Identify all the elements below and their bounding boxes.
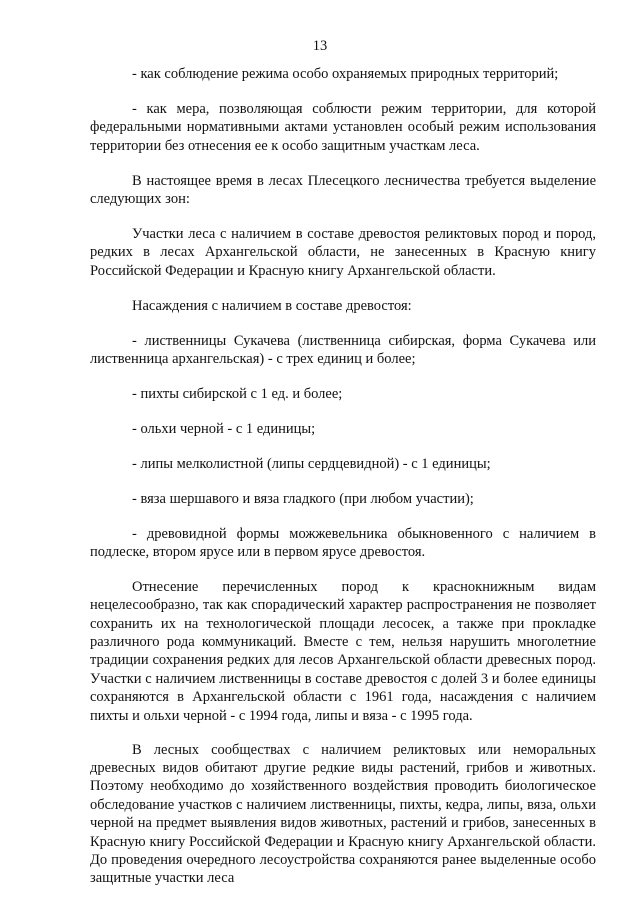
paragraph-zones-intro: В настоящее время в лесах Плесецкого лесничества требуется выделение следующих зон:: [90, 172, 596, 208]
paragraph-biological-survey: В лесных сообществах с наличием реликтовых или неморальных древесных видов обитают другие редкие виды растений, грибов и животных. Поэтому необходимо до хозяйственного воздействия проводить биологическое обследование участков с наличием лиственницы, пихты, кедра, липы, вяза, ольхи черной на предмет выявления видов животных, растений и грибов, занесенных в Красную книгу Российской Федерации и Красную книгу Архангельской области. До проведения очередного лесоустройства сохраняются ранее выделенные особо защитные участки леса: [90, 741, 596, 887]
list-item-larch: - лиственницы Сукачева (лиственница сибирская, форма Сукачева или лиственница архангельская) - с трех единиц и более;: [90, 332, 596, 367]
paragraph-red-book-rationale: Отнесение перечисленных пород к краснокнижным видам нецелесообразно, так как спорадический характер распространения не позволяет сохранить их на технологической площади лесосек, а также при прокладке различного рода коммуникаций. Вместе с тем, нельзя нарушить многолетние традиции сохранения редких для лесов Архангельской области древесных пород. Участки с наличием лиственницы в составе древостоя с долей 3 и более единицы сохраняются в Архангельской области с 1961 года, насаждения с наличием пихты и ольхи черной - с 1994 года, липы и вяза - с 1995 года.: [90, 578, 596, 724]
document-body: [90, 65, 596, 904]
paragraph-stands-intro: Насаждения с наличием в составе древостоя:: [132, 297, 412, 314]
paragraph-special-regime: - как мера, позволяющая соблюсти режим территории, для которой федеральными нормативными актами установлен особый режим использования территории без отнесения ее к особо защитным участкам леса.: [90, 100, 596, 154]
list-item-linden: - липы мелколистной (липы сердцевидной) - с 1 единицы;: [132, 455, 491, 472]
page-number: 13: [312, 38, 328, 54]
list-item-elm: - вяза шершавого и вяза гладкого (при любом участии);: [132, 490, 474, 507]
list-item-juniper: - древовидной формы можжевельника обыкновенного с наличием в подлеске, втором ярусе или в первом ярусе древостоя.: [90, 525, 596, 560]
list-item-alder: - ольхи черной - с 1 единицы;: [132, 420, 316, 437]
list-item-fir: - пихты сибирской с 1 ед. и более;: [132, 385, 343, 402]
paragraph-relict-species: Участки леса с наличием в составе древостоя реликтовых пород и пород, редких в лесах Архангельской области, не занесенных в Красную книгу Российской Федерации и Красную книгу Архангельской области.: [90, 225, 596, 279]
paragraph-protected-territories: - как соблюдение режима особо охраняемых природных территорий;: [132, 66, 559, 82]
